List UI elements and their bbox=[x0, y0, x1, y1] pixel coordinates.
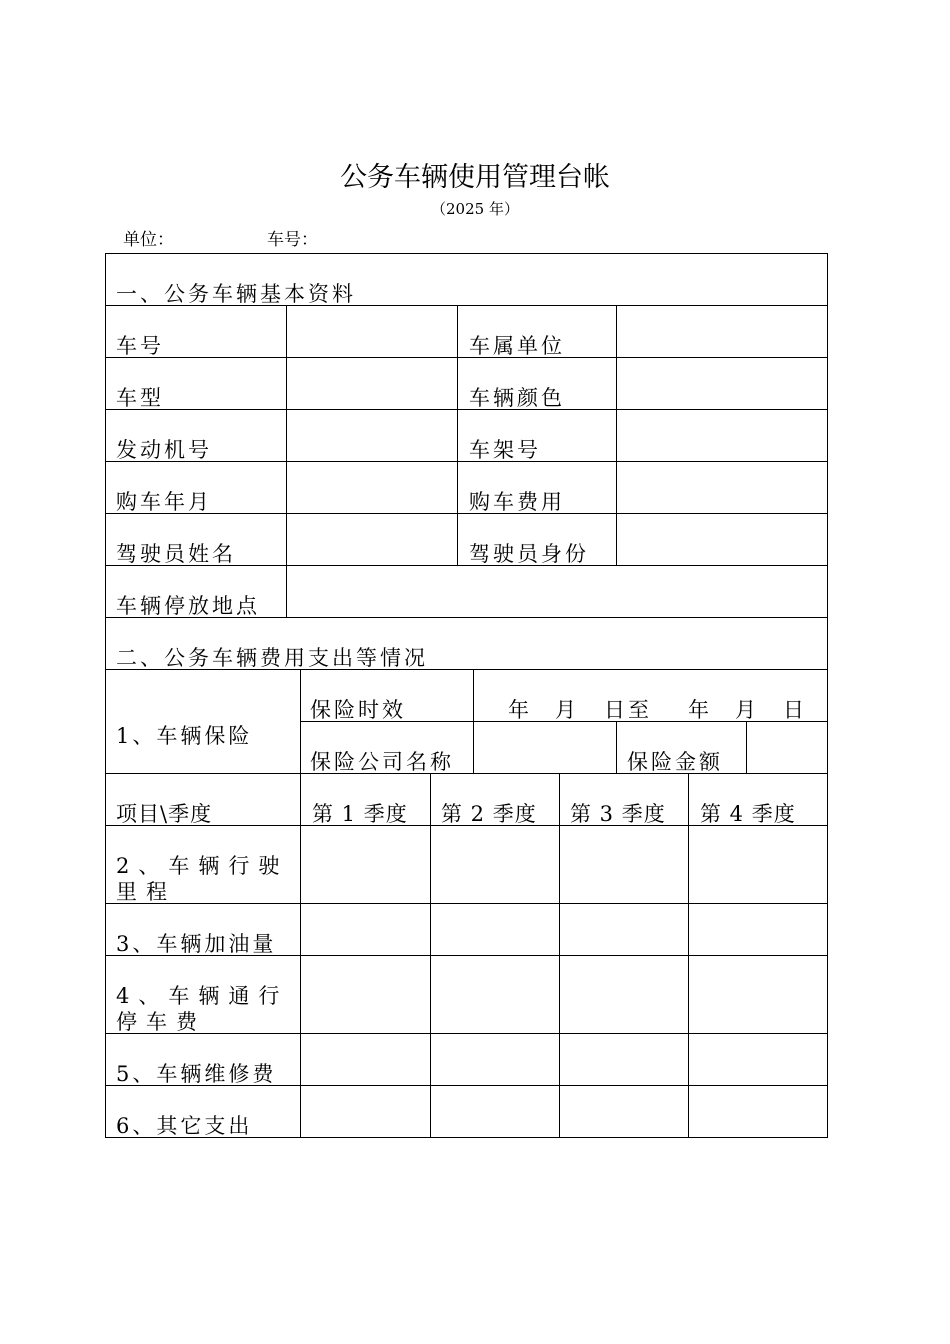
quarter-header-item: 项目\季度 bbox=[116, 802, 213, 826]
label-owner-unit: 车属单位 bbox=[469, 334, 565, 358]
item-fuel: 3、车辆加油量 bbox=[116, 932, 277, 956]
section1-heading: 一、公务车辆基本资料 bbox=[116, 282, 356, 306]
label-parking-location: 车辆停放地点 bbox=[116, 594, 260, 618]
table-border-left bbox=[105, 253, 106, 1138]
label-insurance-validity: 保险时效 bbox=[310, 698, 406, 722]
label-vehicle-insurance: 1、车辆保险 bbox=[116, 724, 253, 748]
plate-label: 车号： bbox=[267, 230, 318, 250]
date-day-end: 日 bbox=[783, 698, 807, 722]
label-insurance-amount: 保险金额 bbox=[627, 750, 723, 774]
quarter-header-q1: 第 1 季度 bbox=[312, 802, 408, 826]
date-month-from: 月 bbox=[555, 698, 579, 722]
date-month-to: 月 bbox=[735, 698, 759, 722]
page-title: 公务车辆使用管理台帐 bbox=[340, 162, 610, 193]
label-purchase-cost: 购车费用 bbox=[469, 490, 565, 514]
label-driver-name: 驾驶员姓名 bbox=[116, 542, 236, 566]
label-plate-number: 车号 bbox=[116, 334, 164, 358]
quarter-header-q3: 第 3 季度 bbox=[570, 802, 666, 826]
table-border-top bbox=[105, 253, 828, 254]
label-vehicle-model: 车型 bbox=[116, 386, 164, 410]
item-repair: 5、车辆维修费 bbox=[116, 1062, 277, 1086]
year-label: （2025 年） bbox=[431, 200, 519, 218]
item-other: 6、其它支出 bbox=[116, 1114, 253, 1138]
section2-heading: 二、公务车辆费用支出等情况 bbox=[116, 646, 428, 670]
label-driver-identity: 驾驶员身份 bbox=[469, 542, 589, 566]
label-vehicle-color: 车辆颜色 bbox=[469, 386, 565, 410]
label-purchase-date: 购车年月 bbox=[116, 490, 212, 514]
quarter-header-q2: 第 2 季度 bbox=[441, 802, 537, 826]
quarter-header-q4: 第 4 季度 bbox=[700, 802, 796, 826]
label-insurance-company: 保险公司名称 bbox=[310, 750, 454, 774]
unit-label: 单位： bbox=[123, 230, 174, 250]
item-mileage: 2、车辆行驶里程 bbox=[116, 854, 289, 904]
label-engine-number: 发动机号 bbox=[116, 438, 212, 462]
table-border-right bbox=[827, 253, 828, 1138]
label-frame-number: 车架号 bbox=[469, 438, 541, 462]
date-day-to: 日至 bbox=[604, 698, 652, 722]
date-year-from: 年 bbox=[508, 698, 532, 722]
date-year-to: 年 bbox=[688, 698, 712, 722]
item-toll-parking: 4、车辆通行停车费 bbox=[116, 984, 289, 1034]
